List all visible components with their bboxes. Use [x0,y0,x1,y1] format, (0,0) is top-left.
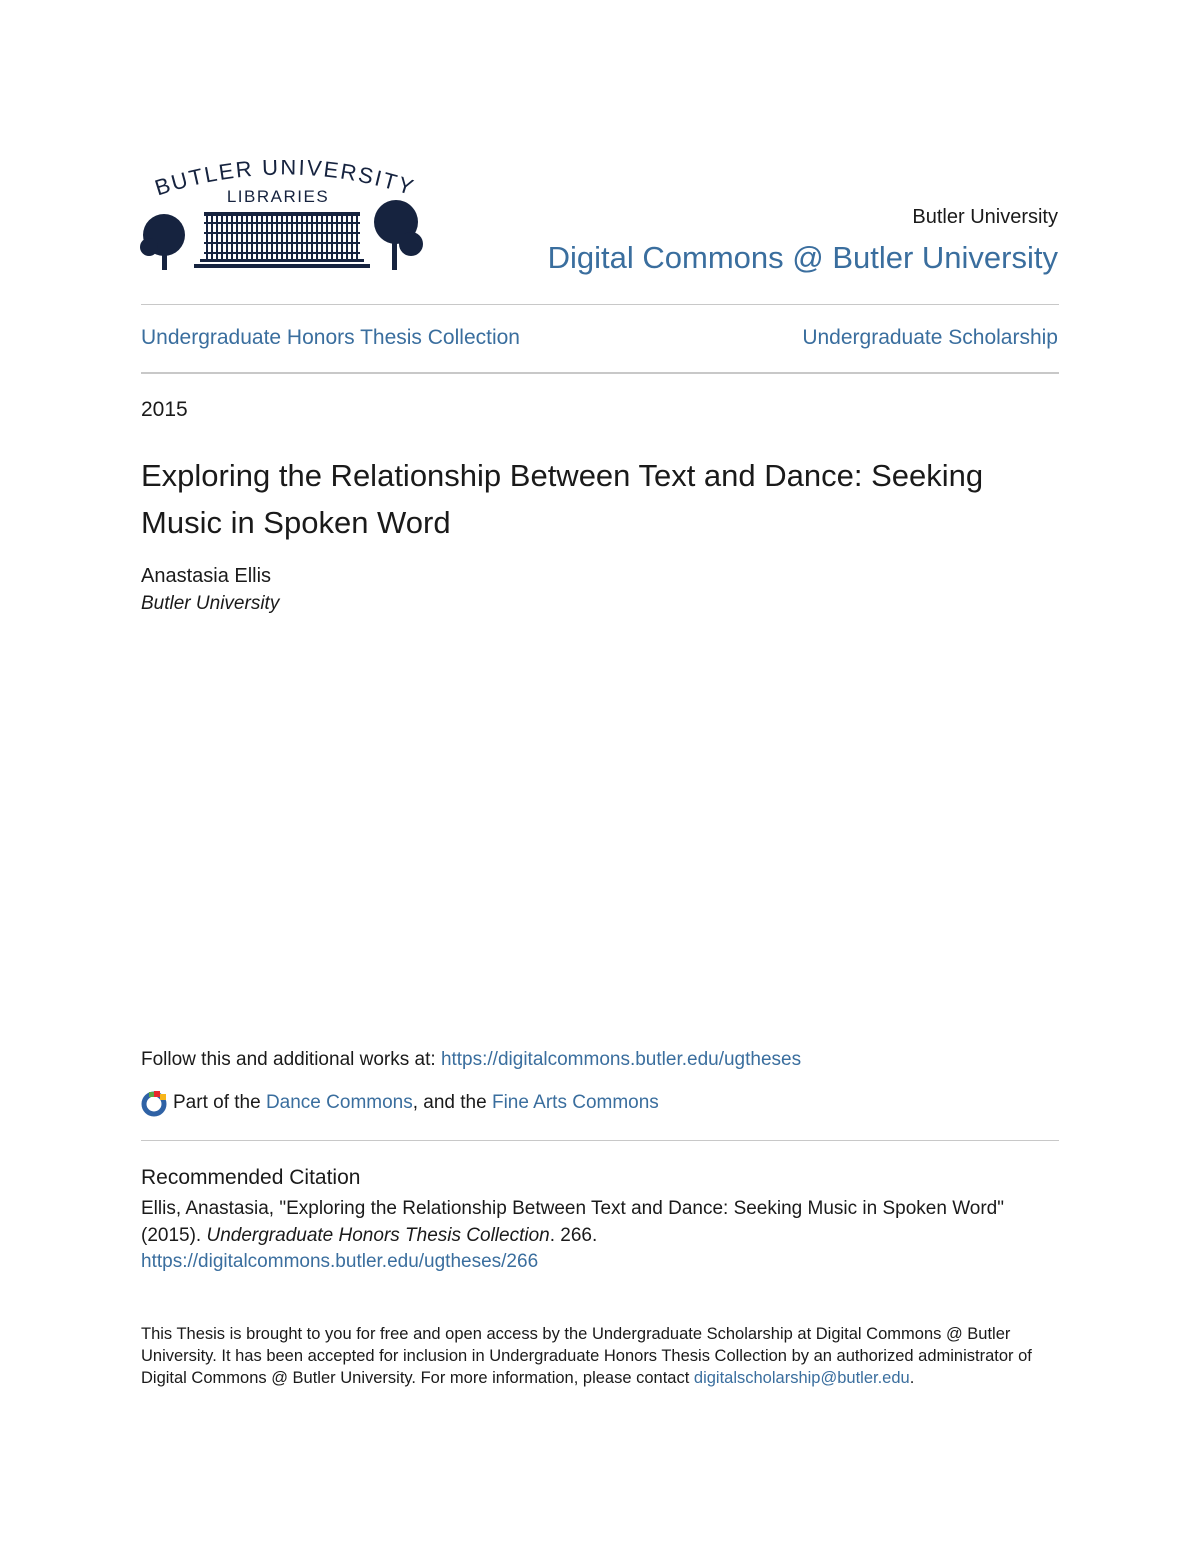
right-tree-icon [374,200,423,270]
citation-text: Ellis, Anastasia, "Exploring the Relationship Between Text and Dance: Seeking Music in Spoken Word" (2015). [141,1198,1004,1246]
citation-body [141,1196,1041,1276]
citation-url-link[interactable]: https://digitalcommons.butler.edu/ugtheses/266 [141,1251,539,1272]
logo-line2: LIBRARIES [226,187,330,206]
fine-arts-commons-link[interactable]: Fine Arts Commons [491,1092,659,1113]
logo-line1: BUTLER UNIVERSITY [151,160,419,201]
contact-email-link[interactable]: digitalscholarship@butler.edu [693,1369,910,1387]
left-tree-icon [140,214,185,270]
part-of-prefix: Part of the [173,1092,266,1113]
scholarship-link[interactable]: Undergraduate Scholarship [802,326,1058,349]
follow-label: Follow this and additional works at: [141,1049,441,1070]
author-affiliation: Butler University [141,593,280,614]
divider [141,372,1059,374]
citation-number: . 266. [549,1224,598,1246]
follow-line [141,1049,801,1071]
butler-libraries-logo [140,160,430,275]
collection-link[interactable]: Undergraduate Honors Thesis Collection [141,326,520,349]
author-name: Anastasia Ellis [141,565,272,587]
access-statement-end: . [909,1369,915,1387]
document-title: Exploring the Relationship Between Text and Dance: Seeking Music in Spoken Word [141,458,984,540]
citation-series: Undergraduate Honors Thesis Collection [206,1224,550,1246]
divider [141,304,1059,305]
access-statement-text: This Thesis is brought to you for free and open access by the Undergraduate Scholarship at Digital Commons @ Butler University. It has been accepted for inclusion in Undergraduate Honors Thesis Collection by an authorized administrator of Digital Commons @ Butler University. For more information, please contact [141,1325,1032,1387]
bepress-commons-icon [141,1089,169,1117]
library-building-icon [194,212,370,268]
access-statement [141,1323,1041,1389]
repository-link[interactable]: Digital Commons @ Butler University [547,240,1058,275]
part-of-middle: , and the [412,1092,492,1113]
dance-commons-link[interactable]: Dance Commons [265,1092,413,1113]
citation-heading: Recommended Citation [141,1166,361,1189]
follow-url-link[interactable]: https://digitalcommons.butler.edu/ugtheses [440,1049,802,1070]
publication-year: 2015 [141,398,188,421]
institution-name: Butler University [912,206,1058,228]
divider [141,1140,1059,1141]
part-of-line [141,1089,659,1117]
